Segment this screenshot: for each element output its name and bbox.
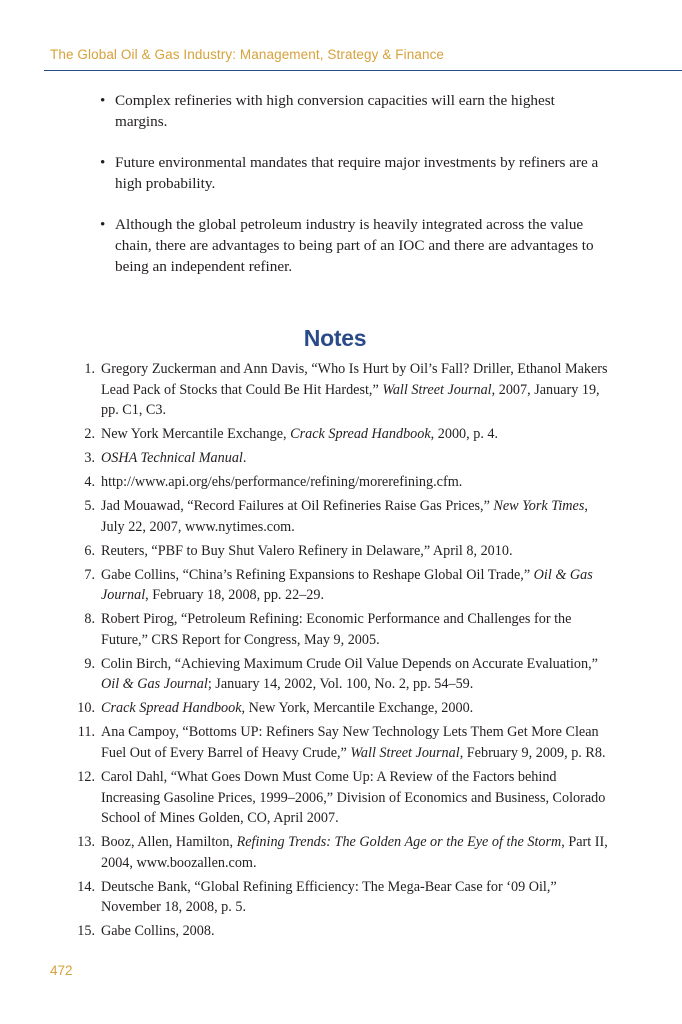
note-number: 1.	[84, 361, 95, 377]
running-header: The Global Oil & Gas Industry: Management, Strategy & Finance	[50, 47, 445, 62]
summary-bullet-list	[100, 90, 605, 297]
note-text	[101, 424, 613, 445]
note-run: Gabe Collins, 2008.	[101, 923, 215, 940]
note-italic-run: Oil & Gas Journal	[101, 676, 208, 693]
note-run: , February 18, 2008, pp. 22–29.	[145, 587, 325, 604]
note-item	[73, 877, 613, 918]
note-number: 9.	[84, 655, 95, 672]
bullet-item	[100, 90, 605, 132]
note-text	[101, 609, 613, 650]
note-number: 11.	[77, 724, 95, 741]
note-text	[101, 541, 613, 562]
note-run: , Part II, 2004, www.boozallen.com.	[101, 834, 608, 871]
note-item	[73, 541, 613, 562]
note-item	[73, 448, 613, 469]
bullet-marker: •	[100, 154, 106, 171]
note-text	[101, 698, 613, 719]
note-number: 10.	[77, 700, 95, 717]
note-text	[101, 722, 613, 763]
note-item	[73, 654, 613, 695]
note-item	[73, 921, 613, 942]
notes-list	[73, 359, 613, 945]
note-italic-run: OSHA Technical Manual	[101, 450, 243, 467]
note-text	[101, 921, 613, 942]
note-item	[73, 698, 613, 719]
note-item	[73, 496, 613, 537]
note-item	[73, 609, 613, 650]
note-italic-run: Wall Street Journal	[382, 381, 492, 398]
bullet-text: Future environmental mandates that require major investments by refiners are a high probability.	[115, 154, 599, 192]
bullet-marker: •	[100, 216, 106, 233]
note-text	[101, 877, 613, 918]
note-italic-run: Crack Spread Handbook	[101, 700, 242, 717]
note-item	[73, 832, 613, 873]
note-item	[73, 424, 613, 445]
note-number: 15.	[77, 923, 95, 940]
note-italic-run: Refining Trends: The Golden Age or the Eye of the Storm	[236, 834, 562, 851]
note-run: , July 22, 2007, www.nytimes.com.	[101, 498, 588, 535]
note-number: 12.	[77, 768, 95, 785]
note-number: 5.	[84, 498, 95, 515]
bullet-text: Although the global petroleum industry is heavily integrated across the value chain, there are advantages to being part of an IOC and there are advantages to being an independent refiner.	[115, 216, 594, 275]
note-run: Ana Campoy, “Bottoms UP: Refiners Say New Technology Lets Them Get More Clean Fuel Out of Every Barrel of Heavy Crude,”	[101, 724, 599, 761]
note-run: Carol Dahl, “What Goes Down Must Come Up: A Review of the Factors behind Increasing Gasoline Prices, 1999–2006,” Division of Economics and Business, Colorado School of Mines Golden, CO, April 2007.	[101, 768, 606, 827]
note-text	[101, 448, 613, 469]
note-run: Jad Mouawad, “Record Failures at Oil Refineries Raise Gas Prices,”	[101, 498, 494, 515]
note-italic-run: Wall Street Journal	[350, 745, 460, 761]
note-italic-run: Oil & Gas Journal	[101, 566, 593, 604]
note-italic-run: New York Times	[493, 498, 585, 515]
note-number: 3.	[84, 450, 95, 467]
note-run: Gabe Collins, “China’s Refining Expansions to Reshape Global Oil Trade,”	[101, 566, 534, 583]
page-number: 472	[50, 963, 73, 978]
note-item	[73, 565, 613, 606]
note-item	[73, 767, 613, 829]
bullet-item	[100, 152, 605, 194]
note-number: 7.	[84, 566, 95, 583]
note-text	[101, 565, 613, 606]
note-run: , 2000, p. 4.	[430, 426, 499, 443]
notes-heading: Notes	[303, 325, 367, 351]
note-run: ; January 14, 2002, Vol. 100, No. 2, pp. 54–59.	[207, 676, 474, 693]
note-number: 13.	[77, 834, 95, 851]
note-run: , 2007, January 19, pp. C1, C3.	[101, 381, 600, 419]
note-item	[73, 359, 613, 421]
note-run: .	[242, 450, 247, 467]
note-run: Robert Pirog, “Petroleum Refining: Economic Performance and Challenges for the Future,” CRS Report for Congress, May 9, 2005.	[101, 611, 572, 648]
note-number: 14.	[77, 878, 95, 895]
note-run: , February 9, 2009, p. R8.	[459, 745, 606, 761]
note-text	[101, 767, 613, 829]
note-text	[101, 496, 613, 537]
bullet-item	[100, 214, 605, 277]
bullet-marker: •	[100, 92, 106, 109]
note-number: 6.	[84, 542, 95, 559]
bullet-text: Complex refineries with high conversion capacities will earn the highest margins.	[115, 92, 555, 130]
note-run: http://www.api.org/ehs/performance/refining/morerefining.cfm.	[101, 474, 463, 491]
note-text	[101, 472, 613, 493]
note-text	[101, 359, 613, 421]
note-number: 2.	[84, 426, 95, 443]
note-number: 4.	[84, 474, 95, 491]
note-run: Deutsche Bank, “Global Refining Efficiency: The Mega-Bear Case for ‘09 Oil,” November 18, 2008, p. 5.	[101, 878, 557, 916]
note-number: 8.	[84, 611, 95, 628]
note-run: Booz, Allen, Hamilton,	[101, 834, 237, 851]
note-run: New York Mercantile Exchange,	[101, 426, 291, 443]
note-item	[73, 722, 613, 763]
note-run: Reuters, “PBF to Buy Shut Valero Refinery in Delaware,” April 8, 2010.	[101, 542, 513, 559]
note-italic-run: Crack Spread Handbook	[290, 426, 431, 443]
note-run: Gregory Zuckerman and Ann Davis, “Who Is Hurt by Oil’s Fall? Driller, Ethanol Makers Lead Pack of Stocks that Could Be Hit Hardest,”	[101, 361, 608, 398]
note-text	[101, 654, 613, 695]
note-run: Colin Birch, “Achieving Maximum Crude Oil Value Depends on Accurate Evaluation,”	[101, 655, 598, 672]
note-run: , New York, Mercantile Exchange, 2000.	[241, 700, 474, 717]
note-text	[101, 832, 613, 873]
note-item	[73, 472, 613, 493]
header-rule	[44, 70, 682, 71]
